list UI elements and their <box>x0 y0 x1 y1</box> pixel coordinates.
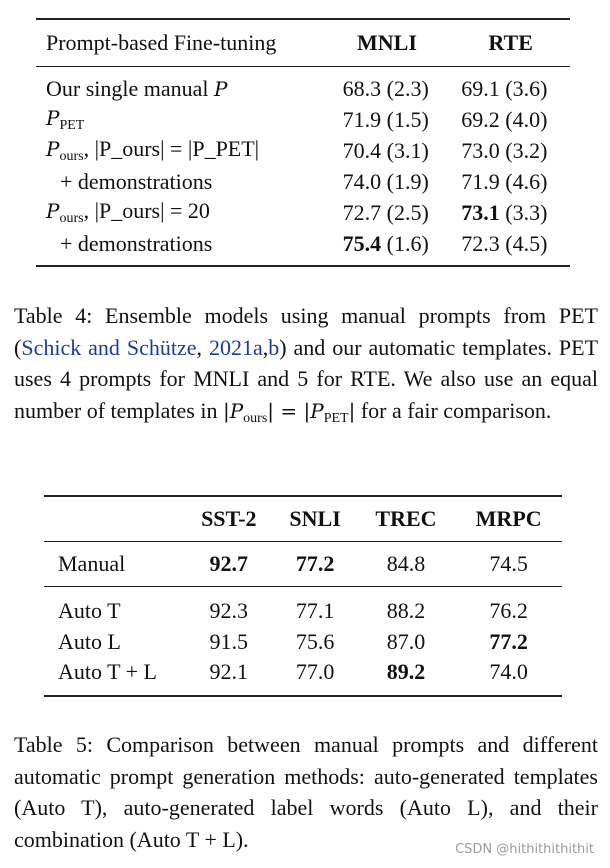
t4-cell-rte: 72.3 (4.5) <box>451 228 570 266</box>
t4-cell-rte: 71.9 (4.6) <box>461 168 548 194</box>
t4-label-sub: ours <box>59 211 84 226</box>
t4-header-mnli: MNLI <box>323 19 452 67</box>
t5-row-label: Auto T + L <box>44 657 184 696</box>
cap4-sub-ours: ours <box>243 410 268 426</box>
cap4-prefix: Table 4: Ensemble models using manual prompts from PET ( <box>14 303 598 360</box>
table-row <box>36 228 570 266</box>
cap4-suffix: for a fair comparison. <box>355 397 552 423</box>
t5-cell: 84.8 <box>357 542 456 587</box>
t4-cell-rte-rest: (3.3) <box>499 199 548 225</box>
t5-cell: 92.1 <box>184 657 274 696</box>
t5-cell: 89.2 <box>357 657 456 696</box>
table-row <box>44 657 562 696</box>
t4-cell-rte-bold: 73.1 <box>461 199 500 225</box>
table-row <box>44 542 562 587</box>
t4-cell-mnli-bold: 75.4 <box>342 230 382 256</box>
table-4-caption <box>14 300 598 434</box>
table-row <box>36 135 570 166</box>
t4-label-math: P <box>46 199 60 223</box>
t4-label-rest: , |P_ours| = |P_PET| <box>83 136 260 161</box>
t4-header-method: Prompt-based Fine-tuning <box>36 19 323 67</box>
cap4-math-left: |P <box>222 398 244 423</box>
t5-row-label: Auto T <box>58 597 121 623</box>
table-row <box>44 626 562 657</box>
t4-cell-rte: 73.0 (3.2) <box>461 137 548 163</box>
t5-cell: 87.0 <box>386 628 426 654</box>
t5-cell: 92.3 <box>209 597 249 623</box>
t4-cell-mnli: 68.3 (2.3) <box>342 75 429 101</box>
t5-cell: 77.0 <box>274 657 357 696</box>
t5-cell: 92.7 <box>184 542 274 587</box>
t4-row-label <box>36 104 323 135</box>
t4-cell-mnli: 70.4 (3.1) <box>342 137 429 163</box>
t5-cell: 88.2 <box>386 597 426 623</box>
t4-cell-rte <box>451 197 570 228</box>
t4-label-text: Our single manual <box>46 75 215 101</box>
cap4-comma: , <box>262 334 269 360</box>
t4-cell-rte: 69.1 (3.6) <box>461 75 548 101</box>
table-row <box>36 166 570 197</box>
t4-header-rte: RTE <box>451 19 570 67</box>
t4-label-math: P <box>214 76 228 101</box>
cap4-cite-year-a[interactable]: 2021a <box>208 334 263 360</box>
t5-cell: 76.2 <box>489 597 528 623</box>
table-row <box>44 587 562 627</box>
t4-label-rest: , |P_ours| = 20 <box>83 198 210 223</box>
table-row <box>36 104 570 135</box>
t5-cell: 75.6 <box>295 628 335 654</box>
t4-label-math: P <box>46 137 60 161</box>
table-5 <box>44 495 562 697</box>
t4-cell-mnli: 72.7 (2.5) <box>342 199 429 225</box>
t4-label-sub: PET <box>59 118 85 133</box>
t4-cell-mnli: 74.0 (1.9) <box>342 168 429 194</box>
t5-cell: 77.2 <box>489 628 528 654</box>
cap4-cite-year-b[interactable]: b <box>268 334 280 360</box>
t4-cell-rte: 69.2 (4.0) <box>461 106 548 132</box>
t5-header-mrpc: MRPC <box>455 496 562 542</box>
cap4-math-eq: | = |P <box>267 398 324 423</box>
t5-cell: 74.5 <box>455 542 562 587</box>
t4-row-label <box>36 197 323 228</box>
t5-row-label: Auto L <box>58 628 121 654</box>
cap4-math-right: | <box>348 398 356 423</box>
t4-row-label: + demonstrations <box>36 228 323 266</box>
cap4-sep: , <box>196 334 209 360</box>
table-4 <box>36 18 570 267</box>
table-row <box>36 67 570 105</box>
t5-header-empty <box>44 496 184 542</box>
cap4-cite-link[interactable]: Schick and Schütze <box>21 334 197 360</box>
cap4-sub-pet: PET <box>323 410 349 426</box>
table-4-header <box>36 19 570 67</box>
t4-row-label: + demonstrations <box>60 168 213 194</box>
t5-header-snli: SNLI <box>274 496 357 542</box>
t4-cell-mnli <box>323 228 452 266</box>
t4-row-label <box>36 135 323 166</box>
t5-cell: 91.5 <box>209 628 249 654</box>
t5-row-label: Manual <box>44 542 184 587</box>
table-row <box>36 197 570 228</box>
t4-row-label <box>36 67 323 105</box>
watermark: CSDN @hithithithithit <box>455 842 594 857</box>
cap4-middle: ) and our automatic templates. PET uses 4 prompts for MNLI and 5 for RTE. We also use an equal number of templates in <box>14 334 599 423</box>
t4-cell-mnli-rest: (1.6) <box>381 230 429 256</box>
table-5-caption: Table 5: Comparison between manual prompts and different automatic prompt generation methods: auto-generated templates (Auto T), auto-generated label words (Auto L), and their combination (Auto T + L). <box>14 732 598 852</box>
t5-cell: 74.0 <box>455 657 562 696</box>
table-5-header <box>44 496 562 542</box>
t5-header-sst2: SST-2 <box>184 496 274 542</box>
t5-header-trec: TREC <box>357 496 456 542</box>
t5-cell: 77.2 <box>274 542 357 587</box>
t4-label-math: P <box>46 106 60 130</box>
t4-cell-mnli: 71.9 (1.5) <box>342 106 429 132</box>
t4-label-sub: ours <box>59 149 84 164</box>
t5-cell: 77.1 <box>295 597 335 623</box>
